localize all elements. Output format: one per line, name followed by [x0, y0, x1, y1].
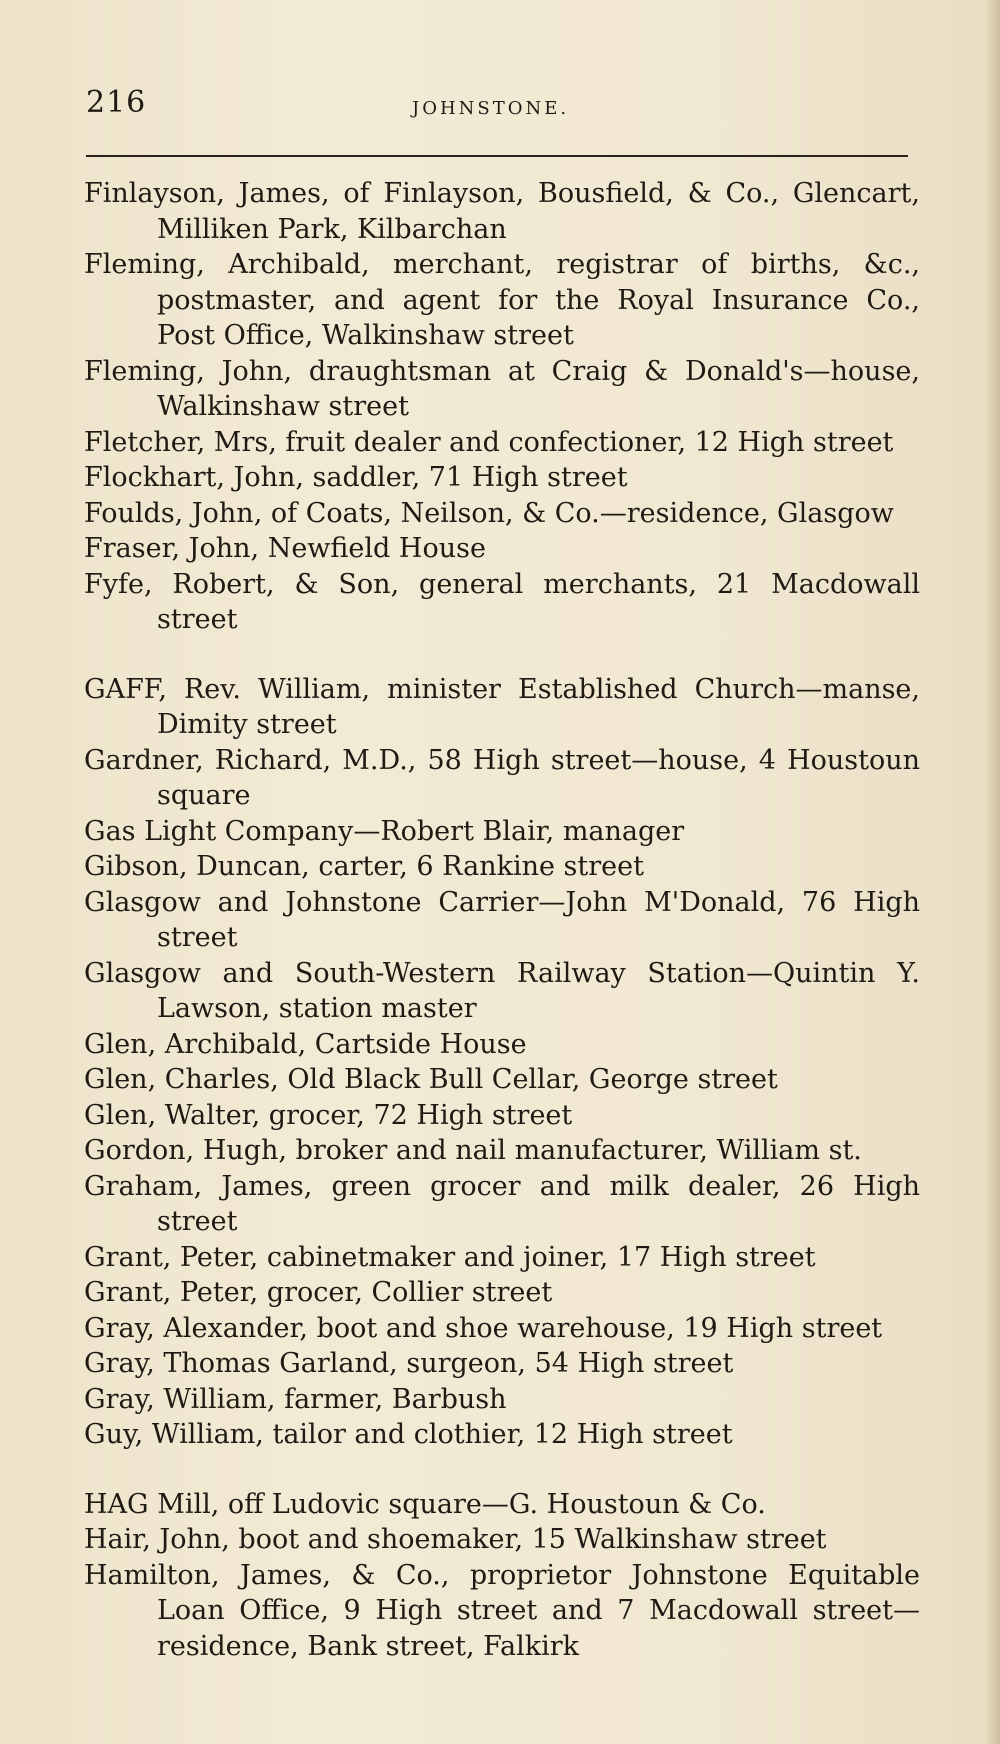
directory-entry: Glen, Archibald, Cartside House [84, 1028, 527, 1060]
directory-entry: Gas Light Company—Robert Blair, manager [84, 815, 685, 847]
directory-entry: Gibson, Duncan, carter, 6 Rankine street [84, 851, 644, 882]
directory-entry: Gray, William, farmer, Barbush [84, 1383, 507, 1415]
directory-entry: Hair, John, boot and shoemaker, 15 Walkinshaw street [84, 1524, 827, 1555]
directory-entry: Gardner, Richard, M.D., 58 High street—house, 4 Houstoun square [84, 744, 920, 811]
directory-entry: GAFF, Rev. William, minister Established Church—manse, Dimity street [84, 673, 920, 740]
section-h [84, 1487, 920, 1665]
directory-entry: Gray, Alexander, boot and shoe warehouse, 19 High street [84, 1312, 883, 1344]
page-number: 216 [86, 85, 147, 120]
directory-entry: Guy, William, tailor and clothier, 12 High street [84, 1419, 733, 1450]
running-head: JOHNSTONE. [412, 98, 570, 119]
directory-entry: Grant, Peter, grocer, Collier street [84, 1277, 553, 1308]
directory-entry: HAG Mill, off Ludovic square—G. Houstoun & Co. [84, 1488, 766, 1520]
directory-entry: Fyfe, Robert, & Son, general merchants, 21 Macdowall street [84, 568, 920, 635]
section-g [84, 672, 920, 1453]
directory-entry: Fleming, John, draughtsman at Craig & Donald's—house, Walkinshaw street [84, 355, 920, 422]
directory-entry: Fraser, John, Newfield House [84, 533, 486, 564]
page-edge [986, 0, 1000, 1744]
directory-entry: Fleming, Archibald, merchant, registrar of births, &c., postmaster, and agent for the Royal Insurance Co., Post Office, Walkinshaw street [84, 249, 920, 351]
directory-entry: Glen, Walter, grocer, 72 High street [84, 1099, 573, 1131]
section-f [84, 176, 920, 638]
header-rule [86, 155, 908, 157]
directory-entry: Gordon, Hugh, broker and nail manufacturer, William st. [84, 1135, 862, 1166]
directory-entry: Fletcher, Mrs, fruit dealer and confectioner, 12 High street [84, 426, 894, 458]
directory-entry: Grant, Peter, cabinetmaker and joiner, 17 High street [84, 1241, 816, 1273]
directory-list [84, 176, 920, 1698]
directory-entry: Graham, James, green grocer and milk dealer, 26 High street [84, 1170, 920, 1237]
directory-entry: Hamilton, James, & Co., proprietor Johnstone Equitable Loan Office, 9 High street and 7 Macdowall street—residence, Bank street, Falkirk [84, 1559, 920, 1662]
page-header [86, 86, 916, 126]
directory-entry: Flockhart, John, saddler, 71 High street [84, 462, 628, 493]
directory-entry: Glen, Charles, Old Black Bull Cellar, George street [84, 1064, 778, 1095]
directory-entry: Foulds, John, of Coats, Neilson, & Co.—residence, Glasgow [84, 497, 894, 529]
directory-entry: Glasgow and Johnstone Carrier—John M'Donald, 76 High street [84, 886, 920, 953]
directory-entry: Glasgow and South-Western Railway Station—Quintin Y. Lawson, station master [84, 957, 920, 1024]
directory-entry: Finlayson, James, of Finlayson, Bousfield, & Co., Glencart, Milliken Park, Kilbarchan [84, 178, 920, 245]
directory-entry: Gray, Thomas Garland, surgeon, 54 High street [84, 1348, 734, 1379]
